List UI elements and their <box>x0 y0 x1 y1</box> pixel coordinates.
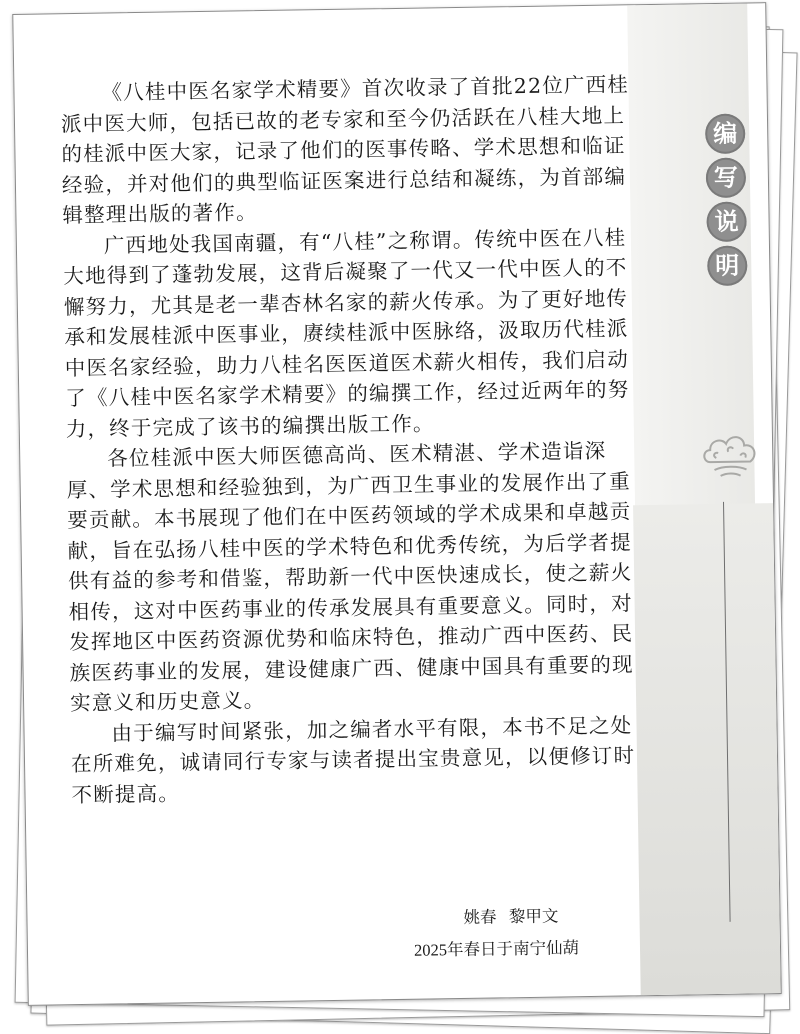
signature-date: 2025年春日于南宁仙葫 <box>413 938 580 960</box>
paragraph: 由于编写时间紧张，加之编者水平有限，本书不足之处在所难免，诚请同行专家与读者提出宝贵意见，以便修订时不断提高。 <box>70 712 636 807</box>
paragraph: 广西地处我国南疆，有“八桂”之称谓。传统中医在八桂大地得到了蓬勃发展，这背后凝聚了一代又一代中医人的不懈努力，尤其是老一辈杏林名家的薪火传承。为了更好地传承和发展桂派中医事业，赓续桂派中医脉络，汲取历代桂派中医名家经验，助力八桂名医医道医术薪火相传，我们启动了《八桂中医名家学术精要》的编撰工作，经过近两年的努力，终于完成了该书的编撰出版工作。 <box>63 224 630 441</box>
section-title-char: 明 <box>707 245 748 286</box>
side-band-lower <box>633 503 781 995</box>
signature-block <box>413 899 654 967</box>
document-page <box>12 2 781 1006</box>
section-title-char: 说 <box>706 201 747 242</box>
preface-body <box>60 69 651 810</box>
paragraph: 各位桂派中医大师医德高尚、医术精湛、学术造诣深厚、学术思想和经验独到，为广西卫生事业的发展作出了重要贡献。本书展现了他们在中医药领域的学术成果和卓越贡献，旨在弘扬八桂中医的学术特色和优秀传统，为后学者提供有益的参考和借鉴，帮助新一代中医快速成长，使之薪火相传，这对中医药事业的传承发展具有重要意义。同时，对发挥地区中医药资源优势和临床特色，推动广西中医药、民族医药事业的发展，建设健康广西、健康中国具有重要的现实意义和历史意义。 <box>66 438 634 716</box>
section-title-char: 编 <box>705 113 746 154</box>
section-title <box>705 113 752 290</box>
paragraph: 《八桂中医名家学术精要》首次收录了首批22位广西桂派中医大师，包括已故的老专家和至今仍活跃在八桂大地上的桂派中医大家，记录了他们的医事传略、学术思想和临证经验，并对他们的典型临证医案进行总结和凝练，为首部编辑整理出版的著作。 <box>60 72 630 228</box>
section-title-char: 写 <box>706 157 747 198</box>
cloud-ornament-icon <box>698 421 763 486</box>
author-names: 姚春 黎甲文 <box>463 906 559 928</box>
